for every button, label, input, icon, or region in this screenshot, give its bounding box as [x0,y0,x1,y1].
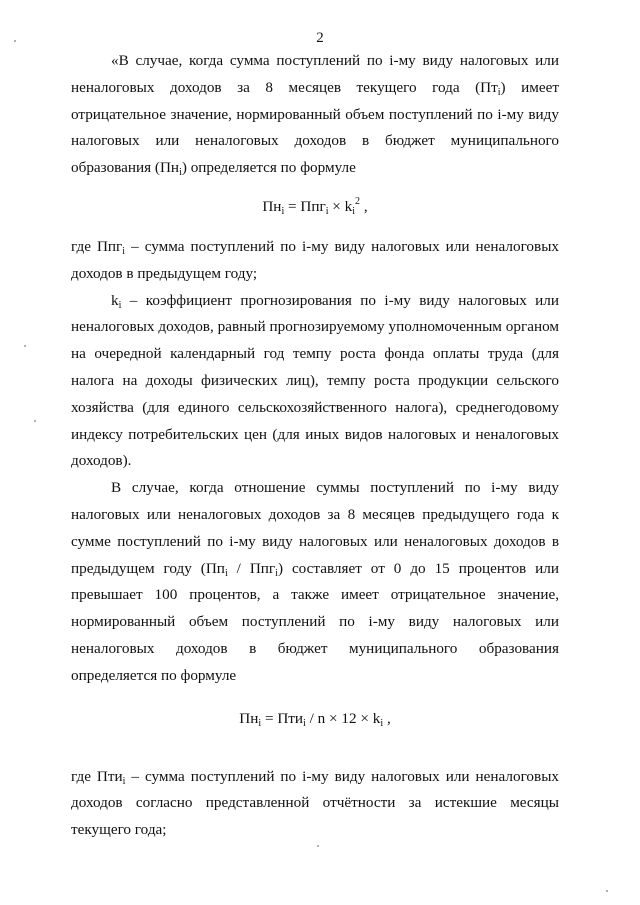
scan-speck [24,345,26,347]
subscript: i [122,775,126,787]
document-body [71,48,559,844]
paragraph-text: – сумма поступлений по i-му виду налоговых или неналоговых доходов согласно представленной отчётности за истекшие месяцы текущего года; [71,767,559,839]
paragraph-text: В случае, когда отношение суммы поступлений по i-му виду налоговых или неналоговых доходов за 8 месяцев предыдущего года к сумме поступлений по i-му виду налоговых или неналоговых доходов в предыдущем году (Пп [71,479,559,577]
formula-term: = Ппг [284,197,326,215]
subscript: i [224,567,228,579]
paragraph-text: – коэффициент прогнозирования по i-му виду налоговых или неналоговых доходов, равный прогнозируемому уполномоченным органом на очередной календарный год темпу роста фонда оплаты труда (для налога на доходы физических лиц), темпу роста продукции сельского хозяйства (для единого сельскохозяйственного налога), среднегодовому индексу потребительских цен (для иных видов налоговых и неналоговых доходов). [71,291,559,470]
subscript: i [352,205,356,217]
paragraph-text: k [111,291,119,309]
paragraph-text: где Ппг [71,237,123,255]
formula-term: = Пти [261,709,304,727]
subscript: i [118,299,122,311]
page-number: 2 [316,30,324,46]
paragraph-text: где Пти [71,767,123,785]
subscript: i [497,86,501,98]
subscript: i [122,245,126,257]
subscript: i [380,717,384,729]
paragraph-condition-negative [71,48,559,182]
formula-term: / n × 12 × k [305,709,381,727]
subscript: i [179,167,182,179]
subscript: i [258,717,262,729]
formula-1 [71,194,559,220]
paragraph-text: ) составляет от 0 до 15 процентов или превышает 100 процентов, а также имеет отрицательное значение, нормированный объем поступлений по i-му виду налоговых или неналоговых доходов в бюджет муниципального образования определяется по формуле [71,559,560,684]
paragraph-text: / Ппг [227,559,276,577]
paragraph-text: ) имеет отрицательное значение, нормированный объем поступлений по i-му виду налоговых или неналоговых доходов в бюджет муниципального образования (Пн [71,78,559,177]
scan-speck [34,420,36,422]
scan-speck [606,890,608,892]
formula-term: Пн [239,709,259,727]
subscript: i [275,567,278,579]
paragraph-text: ) определяется по формуле [181,159,356,177]
formula-term: Пн [262,197,282,215]
subscript: i [303,717,306,729]
formula-2 [71,706,559,732]
subscript: i [281,205,285,217]
paragraph-definition-pti [71,764,559,844]
paragraph-definition-k [71,288,559,476]
scan-speck [317,845,319,847]
superscript: 2 [355,195,361,207]
paragraph-text: – сумма поступлений по i-му виду налоговых или неналоговых доходов в предыдущем году; [71,237,559,282]
paragraph-text: «В случае, когда сумма поступлений по i-му виду налоговых или неналоговых доходов за 8 месяцев текущего года (Пт [71,52,559,96]
paragraph-definition-ppg [71,234,559,288]
scan-speck [14,40,16,42]
formula-term: , [383,709,391,727]
paragraph-condition-ratio [71,475,559,689]
formula-term: , [360,197,368,215]
subscript: i [325,205,329,217]
formula-term: × k [328,197,353,215]
